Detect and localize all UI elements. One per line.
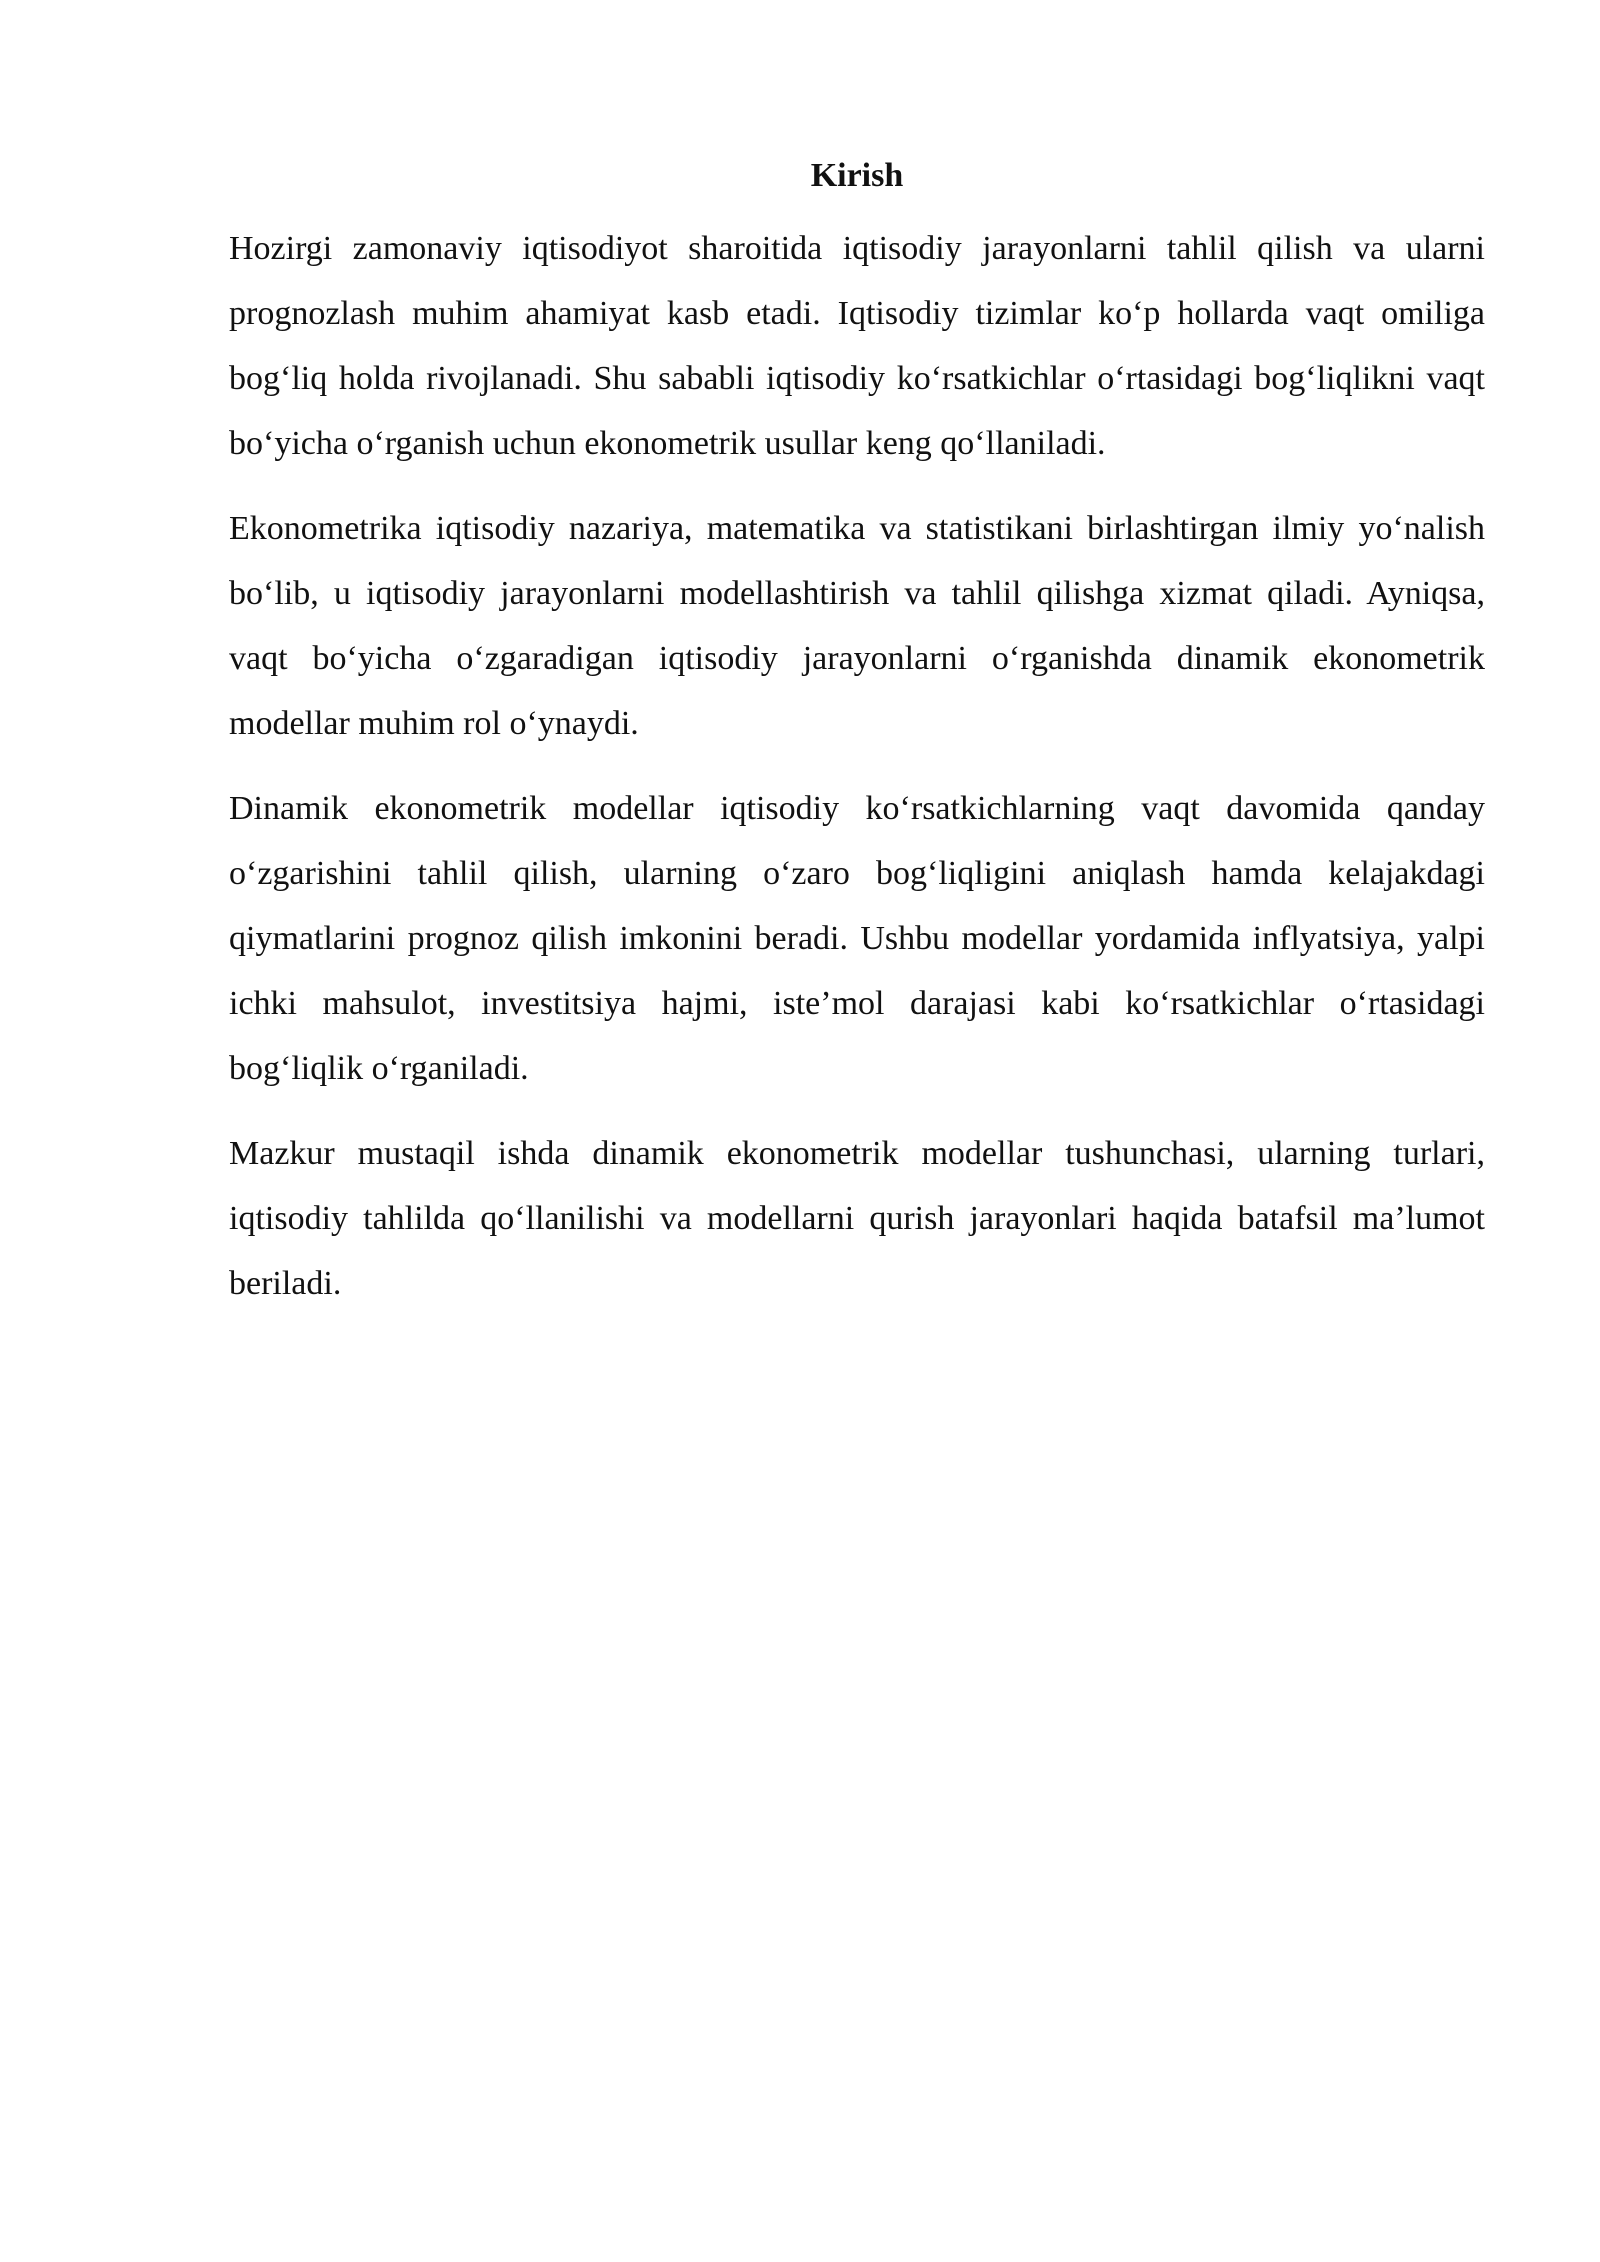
page-title: Kirish — [810, 157, 904, 194]
paragraph-1: Hozirgi zamonaviy iqtisodiyot sharoitida iqtisodiy jarayonlarni tahlil qilish va ularni prognozlash muhim ahamiyat kasb etadi. Iqtisodiy tizimlar ko‘p hollarda vaqt omiliga bog‘liq holda rivojlanadi. Shu sababli iqtisodiy ko‘rsatkichlar o‘rtasidagi bog‘liqlikni vaqt bo‘yicha o‘rganish uchun ekonometrik usullar keng qo‘llaniladi. — [229, 230, 1485, 462]
page-content — [229, 150, 1485, 1336]
paragraph-2: Ekonometrika iqtisodiy nazariya, matematika va statistikani birlashtirgan ilmiy yo‘nalish bo‘lib, u iqtisodiy jarayonlarni modellashtirish va tahlil qilishga xizmat qiladi. Ayniqsa, vaqt bo‘yicha o‘zgaradigan iqtisodiy jarayonlarni o‘rganishda dinamik ekonometrik modellar muhim rol o‘ynaydi. — [229, 510, 1485, 742]
paragraph-3: Dinamik ekonometrik modellar iqtisodiy ko‘rsatkichlarning vaqt davomida qanday o‘zgarishini tahlil qilish, ularning o‘zaro bog‘liqligini aniqlash hamda kelajakdagi qiymatlarini prognoz qilish imkonini beradi. Ushbu modellar yordamida inflyatsiya, yalpi ichki mahsulot, investitsiya hajmi, iste’mol darajasi kabi ko‘rsatkichlar o‘rtasidagi bog‘liqlik o‘rganiladi. — [229, 790, 1485, 1087]
paragraph-4: Mazkur mustaqil ishda dinamik ekonometrik modellar tushunchasi, ularning turlari, iqtisodiy tahlilda qo‘llanilishi va modellarni qurish jarayonlari haqida batafsil ma’lumot beriladi. — [229, 1135, 1485, 1302]
